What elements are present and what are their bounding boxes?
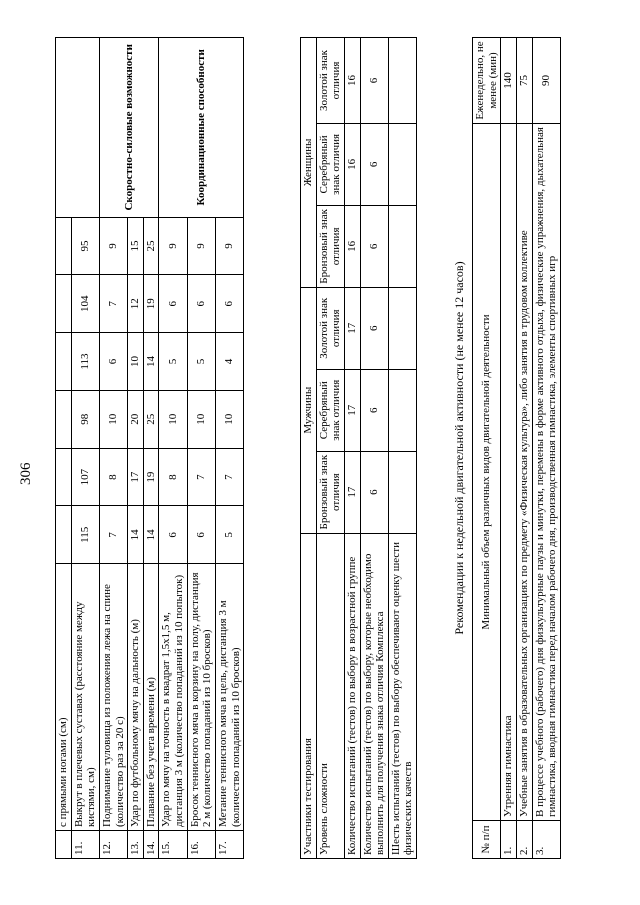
value-cell [388, 205, 416, 287]
test-value: 9 [216, 217, 244, 275]
test-value: 6 [187, 275, 215, 333]
badge-header: Бронзовый знак отличия [316, 205, 344, 287]
test-value: 25 [143, 217, 159, 275]
col-activity-header: Минимальный объем различных видов двигательной деятельности [473, 124, 501, 821]
badge-header: Бронзовый знак отличия [316, 451, 344, 533]
test-name: Метание теннисного мяча в цель, дистанция 3 м (количество попаданий из 10 бросков) [216, 564, 244, 831]
value-cell [388, 123, 416, 205]
difficulty-row [344, 38, 360, 859]
row-label: Шесть испытаний (тестов) по выбору обеспечивают оценку шести физических качеств [388, 533, 416, 858]
test-group: Скоростно-силовые возможности [99, 38, 159, 218]
value-cell [388, 451, 416, 533]
row-text: Утренняя гимнастика [501, 124, 517, 821]
difficulty-table [300, 37, 417, 859]
test-value: 4 [216, 333, 244, 391]
test-name: Поднимание туловища из положения лежа на спине (количество раз за 20 с) [99, 564, 127, 831]
test-value: 10 [99, 390, 127, 448]
test-value: 9 [159, 217, 187, 275]
test-value: 14 [128, 506, 144, 564]
test-value: 6 [99, 333, 127, 391]
test-value: 8 [159, 448, 187, 506]
col-num-header: № п/п [473, 821, 501, 859]
test-num: 12. [99, 831, 127, 859]
participants-label: Участники тестирования [301, 533, 317, 858]
test-value: 7 [99, 506, 127, 564]
test-value: 20 [128, 390, 144, 448]
test-name: Бросок теннисного мяча в корзину на полу, дистанция 2 м (количество попаданий из 10 бросков) [187, 564, 215, 831]
test-value [56, 448, 72, 506]
test-value [56, 506, 72, 564]
test-value [56, 333, 72, 391]
badge-header: Серебряный знак отличия [316, 369, 344, 451]
test-value: 95 [71, 217, 99, 275]
test-value: 9 [187, 217, 215, 275]
tests-table-body [56, 38, 244, 859]
badge-header: Золотой знак отличия [316, 287, 344, 369]
test-num: 14. [143, 831, 159, 859]
row-text: В процессе учебного (рабочего) дня физкультурные паузы и минутки, перемены в форме активного отдыха, физические упражнения, дыхательная гимнастика, вводная гимнастика перед началом рабочего дня, производственная гимнастика, элементы спортивных игр [532, 124, 560, 821]
row-num: 1. [501, 821, 517, 859]
test-value: 17 [128, 448, 144, 506]
value-cell: 17 [344, 369, 360, 451]
test-name: Выкрут в плечевых суставах (расстояние между кистями, см) [71, 564, 99, 831]
test-value [56, 390, 72, 448]
test-name: Плавание без учета времени (м) [143, 564, 159, 831]
test-value: 12 [128, 275, 144, 333]
value-cell: 6 [360, 123, 388, 205]
value-cell [388, 369, 416, 451]
test-value: 5 [159, 333, 187, 391]
women-label: Женщины [301, 38, 317, 288]
badge-header: Золотой знак отличия [316, 38, 344, 124]
test-group: Координационные способности [159, 38, 244, 218]
test-value: 15 [128, 217, 144, 275]
value-cell: 16 [344, 123, 360, 205]
test-value: 7 [99, 275, 127, 333]
test-group [56, 38, 100, 218]
row-minutes: 140 [501, 38, 517, 124]
test-value: 7 [216, 448, 244, 506]
test-value: 113 [71, 333, 99, 391]
test-value: 14 [143, 333, 159, 391]
value-cell: 17 [344, 451, 360, 533]
test-value: 5 [216, 506, 244, 564]
recommendations-title: Рекомендации к недельной двигательной активности (не менее 12 часов) [452, 261, 466, 635]
test-value: 98 [71, 390, 99, 448]
recommendations-table [472, 37, 561, 859]
value-cell: 6 [360, 38, 388, 124]
recommendations-header-row [473, 38, 501, 859]
row-text: Учебные занятия в образовательных организациях по предмету «Физическая культура», либо занятия в трудовом коллективе [516, 124, 532, 821]
value-cell: 6 [360, 287, 388, 369]
row-num: 3. [532, 821, 560, 859]
test-value: 5 [187, 333, 215, 391]
value-cell: 16 [344, 38, 360, 124]
test-value: 10 [216, 390, 244, 448]
test-row [56, 38, 72, 859]
test-value: 10 [187, 390, 215, 448]
test-value: 19 [143, 448, 159, 506]
value-cell: 6 [360, 369, 388, 451]
test-num: 16. [187, 831, 215, 859]
value-cell: 16 [344, 205, 360, 287]
difficulty-row [360, 38, 388, 859]
difficulty-row [388, 38, 416, 859]
recommendation-row [501, 38, 517, 859]
page-number: 306 [18, 462, 34, 485]
value-cell: 6 [360, 205, 388, 287]
test-value: 25 [143, 390, 159, 448]
level-label: Уровень сложности [316, 533, 344, 858]
test-value: 104 [71, 275, 99, 333]
row-label: Количество испытаний (тестов) по выбору, которые необходимо выполнить для получения знака отличия Комплекса [360, 533, 388, 858]
test-num: 15. [159, 831, 187, 859]
row-num: 2. [516, 821, 532, 859]
tests-table [55, 37, 244, 859]
test-value: 7 [187, 448, 215, 506]
test-num: 17. [216, 831, 244, 859]
test-value: 14 [143, 506, 159, 564]
difficulty-badges-row [316, 38, 344, 859]
badge-header: Серебряный знак отличия [316, 123, 344, 205]
test-value: 6 [159, 275, 187, 333]
test-value: 10 [128, 333, 144, 391]
value-cell [388, 287, 416, 369]
test-num: 13. [128, 831, 144, 859]
test-value: 19 [143, 275, 159, 333]
test-row [99, 38, 127, 859]
row-label: Количество испытаний (тестов) по выбору в возрастной группе [344, 533, 360, 858]
recommendation-row [516, 38, 532, 859]
test-value: 6 [216, 275, 244, 333]
value-cell: 6 [360, 451, 388, 533]
test-name: Удар по мячу на точность в квадрат 1,5х1,5 м, дистанция 3 м (количество попаданий из 10 попыток) [159, 564, 187, 831]
test-value: 6 [187, 506, 215, 564]
test-num: 11. [71, 831, 99, 859]
test-value: 8 [99, 448, 127, 506]
difficulty-header-row [301, 38, 317, 859]
test-value: 107 [71, 448, 99, 506]
test-value [56, 275, 72, 333]
men-label: Мужчины [301, 287, 317, 533]
row-minutes: 75 [516, 38, 532, 124]
test-value: 115 [71, 506, 99, 564]
test-name: с прямыми ногами (см) [56, 564, 72, 831]
test-value: 9 [99, 217, 127, 275]
test-name: Удар по футбольному мячу на дальность (м) [128, 564, 144, 831]
test-row [159, 38, 187, 859]
test-num [56, 831, 72, 859]
value-cell: 17 [344, 287, 360, 369]
test-value [56, 217, 72, 275]
value-cell [388, 38, 416, 124]
test-value: 10 [159, 390, 187, 448]
col-weekly-header: Еженедельно, не менее (мин) [473, 38, 501, 124]
test-value: 6 [159, 506, 187, 564]
recommendation-row [532, 38, 560, 859]
row-minutes: 90 [532, 38, 560, 124]
